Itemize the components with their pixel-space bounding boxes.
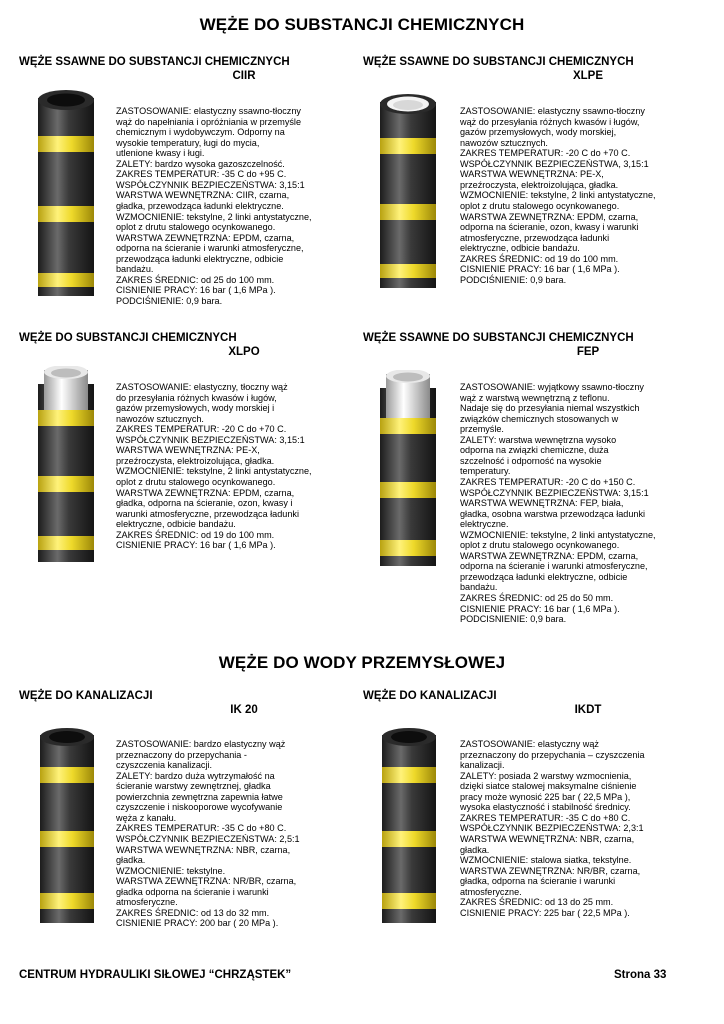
product-description: ZASTOSOWANIE: elastyczny ssawno-tłoczny wąż do napełniania i opróżniania w przemyśle chemicznym i wydobywczym. Odporny na wysokie temperatury, ługi do mycia, utlenione kwasy i ługi. ZALETY: bardzo wysoka gazoszczelność. ZAKRES TEMPERATUR: -35 C do +95 C. WSPÓŁCZYNNIK BEZPIECZEŃSTWA: 3,15:1 WARSTWA WEWNĘTRZNA: CIIR, czarna, gładka, przewodząca ładunki elektryczne. WZMOCNIENIE: tekstylne, 2 linki antystatyczne, oplot z drutu stalowego ocynkowanego. WARSTWA ZEWNĘTRZNA: EPDM, czarna, odporna na ścieranie i warunki atmosferyczne, przewodząca ładunki elektryczne, odbicie bandażu. ZAKRES ŚREDNIC: od 25 do 100 mm. CISNIENIE PRACY: 16 bar ( 1,6 MPa ). PODCIŚNIENIE: 0,9 bara. — [116, 106, 312, 306]
hose-image-xlpe — [368, 92, 452, 292]
footer-page-number: Strona 33 — [614, 969, 667, 981]
product-heading: WĘŻE DO KANALIZACJI — [19, 690, 153, 702]
product-heading: WĘŻE SSAWNE DO SUBSTANCJI CHEMICZNYCH — [19, 56, 290, 68]
product-code: CIIR — [232, 70, 256, 82]
product-ciir — [19, 55, 359, 83]
product-code: FEP — [576, 346, 600, 358]
product-code: XLPE — [572, 70, 604, 82]
product-heading: WĘŻE SSAWNE DO SUBSTANCJI CHEMICZNYCH — [363, 332, 634, 344]
product-description: ZASTOSOWANIE: elastyczny, tłoczny wąż do przesyłania różnych kwasów i ługów, gazów przemysłowych, wody morskiej i nawozów sztucznych. ZAKRES TEMPERATUR: -20 C do +70 C. WSPÓŁCZYNNIK BEZPIECZEŃSTWA: 3,15:1 WARSTWA WEWNĘTRZNA: PE-X, przeźroczysta, elektroizolująca, gładka. WZMOCNIENIE: tekstylne, 2 linki antystatyczne, oplot z drutu stalowego ocynkowanego. WARSTWA ZEWNĘTRZNA: EPDM, czarna, gładka, odporna na ścieranie, ozon, kwasy i warunki atmosferyczne, przewodząca ładunki elektryczne, odbicie bandażu. ZAKRES ŚREDNIC: od 19 do 100 mm. CISNIENIE PRACY: 16 bar ( 1,6 MPa ). — [116, 382, 312, 551]
product-fep — [363, 331, 703, 359]
product-code: IK 20 — [230, 704, 258, 716]
hose-image-ik20 — [30, 727, 106, 927]
hose-image-xlpo — [26, 366, 110, 566]
hose-image-ikdt — [372, 727, 448, 927]
product-description: ZASTOSOWANIE: elastyczny ssawno-tłoczny wąż do przesyłania różnych kwasów i ługów, gazów przemysłowych, wody morskiej, nawozów sztucznych. ZAKRES TEMPERATUR: -20 C do +70 C. WSPÓŁCZYNNIK BEZPIECZEŃSTWA, 3,15:1 WARSTWA WEWNĘTRZNA: PE-X, przeźroczysta, elektroizolująca, gładka. WZMOCNIENIE: tekstylne, 2 linki antystatyczne, oplot z drutu stalowego ocynkowanego. WARSTWA ZEWNĘTRZNA: EPDM, czarna, odporna na ścieranie, ozon, kwasy i warunki atmosferyczne, przewodząca ładunki elektryczne, odbicie bandażu. ZAKRES ŚREDNIC: od 19 do 100 mm. CISNIENIE PRACY: 16 bar ( 1,6 MPa ). PODCIŚNIENIE: 0,9 bara. — [460, 106, 656, 285]
product-code: IKDT — [574, 704, 602, 716]
product-ik20 — [19, 689, 359, 717]
product-description: ZASTOSOWANIE: elastyczny wąż przeznaczony do przepychania – czyszczenia kanalizacji. ZALETY: posiada 2 warstwy wzmocnienia, dzięki siatce stalowej maksymalne ciśnienie pracy może wynosić 225 bar ( 22,5 MPa ), wysoka elastyczność i stabilność średnicy. ZAKRES TEMPERATUR: -35 C do +80 C. WSPÓŁCZYNNIK BEZPIECZEŃSTWA: 2,3:1 WARSTWA WEWNĘTRZNA: NBR, czarna, gładka. WZMOCNIENIE: stalowa siatka, tekstylne. WARSTWA ZEWNĘTRZNA: NR/BR, czarna, gładka, odporna na ścieranie i warunki atmosferyczne. ZAKRES ŚREDNIC: od 13 do 25 mm. CISNIENIE PRACY: 225 bar ( 22,5 MPa ). — [460, 739, 645, 918]
section-title: WĘŻE DO WODY PRZEMYSŁOWEJ — [218, 653, 506, 672]
product-description: ZASTOSOWANIE: wyjątkowy ssawno-tłoczny wąż z warstwą wewnętrzną z teflonu. Nadaje się do przesyłania niemal wszystkich związków chemicznych stosowanych w przemyśle. ZALETY: warstwa wewnętrzna wysoko odporna na związki chemiczne, duża szczelność i odporność na wysokie temperatury. ZAKRES TEMPERATUR: -20 C do +150 C. WSPÓŁCZYNNIK BEZPIECZEŃSTWA: 3,15:1 WARSTWA WEWNĘTRZNA: FEP, biała, gładka, osobna warstwa przewodząca ładunki elektryczne. WZMOCNIENIE: tekstylne, 2 linki antystatyczne, oplot z drutu stalowego ocynkowanego. WARSTWA ZEWNĘTRZNA: EPDM, czarna, odporna na ścieranie i warunki atmosferyczne, przewodząca ładunki elektryczne, odbicie bandażu. ZAKRES ŚREDNIC: od 25 do 50 mm. CISNIENIE PRACY: 16 bar ( 1,6 MPa ). PODCISNIENIE: 0,9 bara. — [460, 382, 656, 625]
hose-image-ciir — [26, 88, 110, 301]
product-xlpe — [363, 55, 703, 83]
product-code: XLPO — [228, 346, 260, 358]
product-heading: WĘŻE DO SUBSTANCJI CHEMICZNYCH — [19, 332, 237, 344]
product-xlpo — [19, 331, 359, 359]
footer-company: CENTRUM HYDRAULIKI SIŁOWEJ “CHRZĄSTEK” — [19, 969, 292, 981]
hose-image-fep — [368, 370, 452, 570]
product-description: ZASTOSOWANIE: bardzo elastyczny wąż przeznaczony do przepychania - czyszczenia kanalizacji. ZALETY: bardzo duża wytrzymałość na ścieranie warstwy zewnętrznej, gładka powierzchnia zewnętrzna zapewnia łatwe czyszczenie i niskooporowe wycofywanie węża z kanału. ZAKRES TEMPERATUR: -35 C do +80 C. WSPÓŁCZYNNIK BEZPIECZEŃSTWA: 2,5:1 WARSTWA WEWNĘTRZNA: NBR, czarna, gładka. WZMOCNIENIE: tekstylne. WARSTWA ZEWNĘTRZNA: NR/BR, czarna, gładka odporna na ścieranie i warunki atmosferyczne. ZAKRES ŚREDNIC: od 13 do 32 mm. CISNIENIE PRACY: 200 bar ( 20 MPa ). — [116, 739, 300, 929]
product-heading: WĘŻE SSAWNE DO SUBSTANCJI CHEMICZNYCH — [363, 56, 634, 68]
product-heading: WĘŻE DO KANALIZACJI — [363, 690, 497, 702]
product-ikdt — [363, 689, 703, 717]
page-title: WĘŻE DO SUBSTANCJI CHEMICZNYCH — [199, 15, 525, 34]
